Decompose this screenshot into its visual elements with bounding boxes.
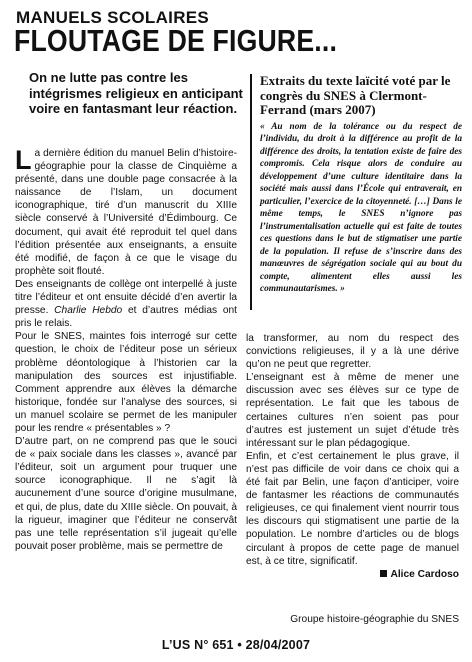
- paragraph-1-text: a dernière édition du manuel Belin d’histoire-géographie pour la classe de Cinquième a présenté, dans une double page consacrée à la naissance de l’Islam, un document iconographique, tiré d’un manuscrit du XIIIe siècle conservé à l’Université d’Édimbourg. Ce document, qui avait été reproduit tel quel dans l’édition présentée aux enseignants, a ensuite été modifié, de façon à ce que le visage du prophète soit flouté.: [15, 148, 237, 277]
- paragraph-7: Enfin, et c’est certainement le plus grave, il n’est pas difficile de voir dans ce choix qui a été fait par Belin, une façon d’anticiper, voire de fantasmer les réactions de communautés religieuses, ce qui finalement vient nourrir tous les discours qui stigmatisent une partie de la population. Le nombre d’articles ou de blogs circulant à propos de cette page de manuel est, à ce titre, significatif.: [246, 450, 459, 567]
- article-title: FLOUTAGE DE FIGURE...: [14, 23, 338, 58]
- paragraph-2-text-a: Des enseignants de collège ont interpellé à juste titre l’éditeur et ont ensuite décidé d’en avertir la presse.: [15, 278, 237, 317]
- page-footer: L’US N° 651 • 28/04/2007: [161, 638, 311, 652]
- quote-box-title: Extraits du texte laïcité voté par le congrès du SNES à Clermont-Ferrand (mars 2007): [260, 73, 451, 118]
- drop-cap: L: [15, 145, 32, 175]
- square-bullet-icon: [380, 570, 387, 577]
- article-column-left: [15, 147, 237, 553]
- paragraph-3: Pour le SNES, maintes fois interrogé sur cette question, le choix de l’éditeur pose un sérieux problème déontologique à l’historien car la manipulation des sources est injustifiable. Comment apprendre aux élèves la démarche historique, fondée sur l’analyse des sources, si un manuel scolaire se permet de les manipuler pour les rendre « présentables » ?: [15, 331, 237, 434]
- paragraph-1: [15, 147, 237, 278]
- magazine-name: Charlie Hebdo: [54, 305, 123, 317]
- paragraph-6: L’enseignant est à même de mener une discussion avec ses élèves sur ce type de représentation. Le fait que les tabous de certaines cultures n’en soient pas pour d’autres est justement un sujet d’étude très intéressant sur le plan pédagogique.: [246, 372, 459, 449]
- article-kicker: MANUELS SCOLAIRES: [16, 8, 210, 27]
- author-group: Groupe histoire-géographie du SNES: [290, 614, 459, 625]
- article-lead: On ne lutte pas contre les intégrismes religieux en anticipant voire en fantasmant leur réaction.: [29, 70, 243, 117]
- paragraph-2-text-b: et d’autres médias ont pris le relais.: [15, 305, 237, 330]
- author-name: Alice Cardoso: [390, 568, 459, 580]
- paragraph-4: D’autre part, on ne comprend pas que le souci de « paix sociale dans les classes », avancé par l’éditeur, soit un argument pour truquer une source iconographique. Il ne s’agit là aucunement d’une source d’origine musulmane, et qui, de plus, date du XIIIe siècle. On pouvait, à la rigueur, imaginer que l’éditeur ne conservât pas une telle représentation s’il jugeait qu’elle pouvait poser problème, mais se permettre de: [15, 436, 238, 552]
- quote-box-text: « Au nom de la tolérance ou du respect de l’individu, du droit à la différence au profit de la différence des droits, la tentation existe de faire des compromis. Cela risque alors de conduire au développement d’une culture identitaire dans la société mais aussi dans l’École qui entraverait, en particulier, l’exercice de la citoyenneté. […] Dans le même temps, le SNES n’ignore pas l’instrumentalisation actuelle qui est faite de toutes ces questions dans le but de stigmatiser une partie de la population. Il refuse de s’inscrire dans des manœuvres de ségrégation sociale qui au bout du compte, alimentent elles aussi les communautarismes. »: [260, 121, 462, 295]
- paragraph-2: [15, 278, 237, 330]
- article-column-right: [246, 332, 459, 581]
- paragraph-5: la transformer, au nom du respect des convictions religieuses, il y a là une dérive qu’on ne peut que regretter.: [246, 333, 459, 371]
- author-signature: [246, 568, 459, 581]
- quote-box: [250, 74, 462, 310]
